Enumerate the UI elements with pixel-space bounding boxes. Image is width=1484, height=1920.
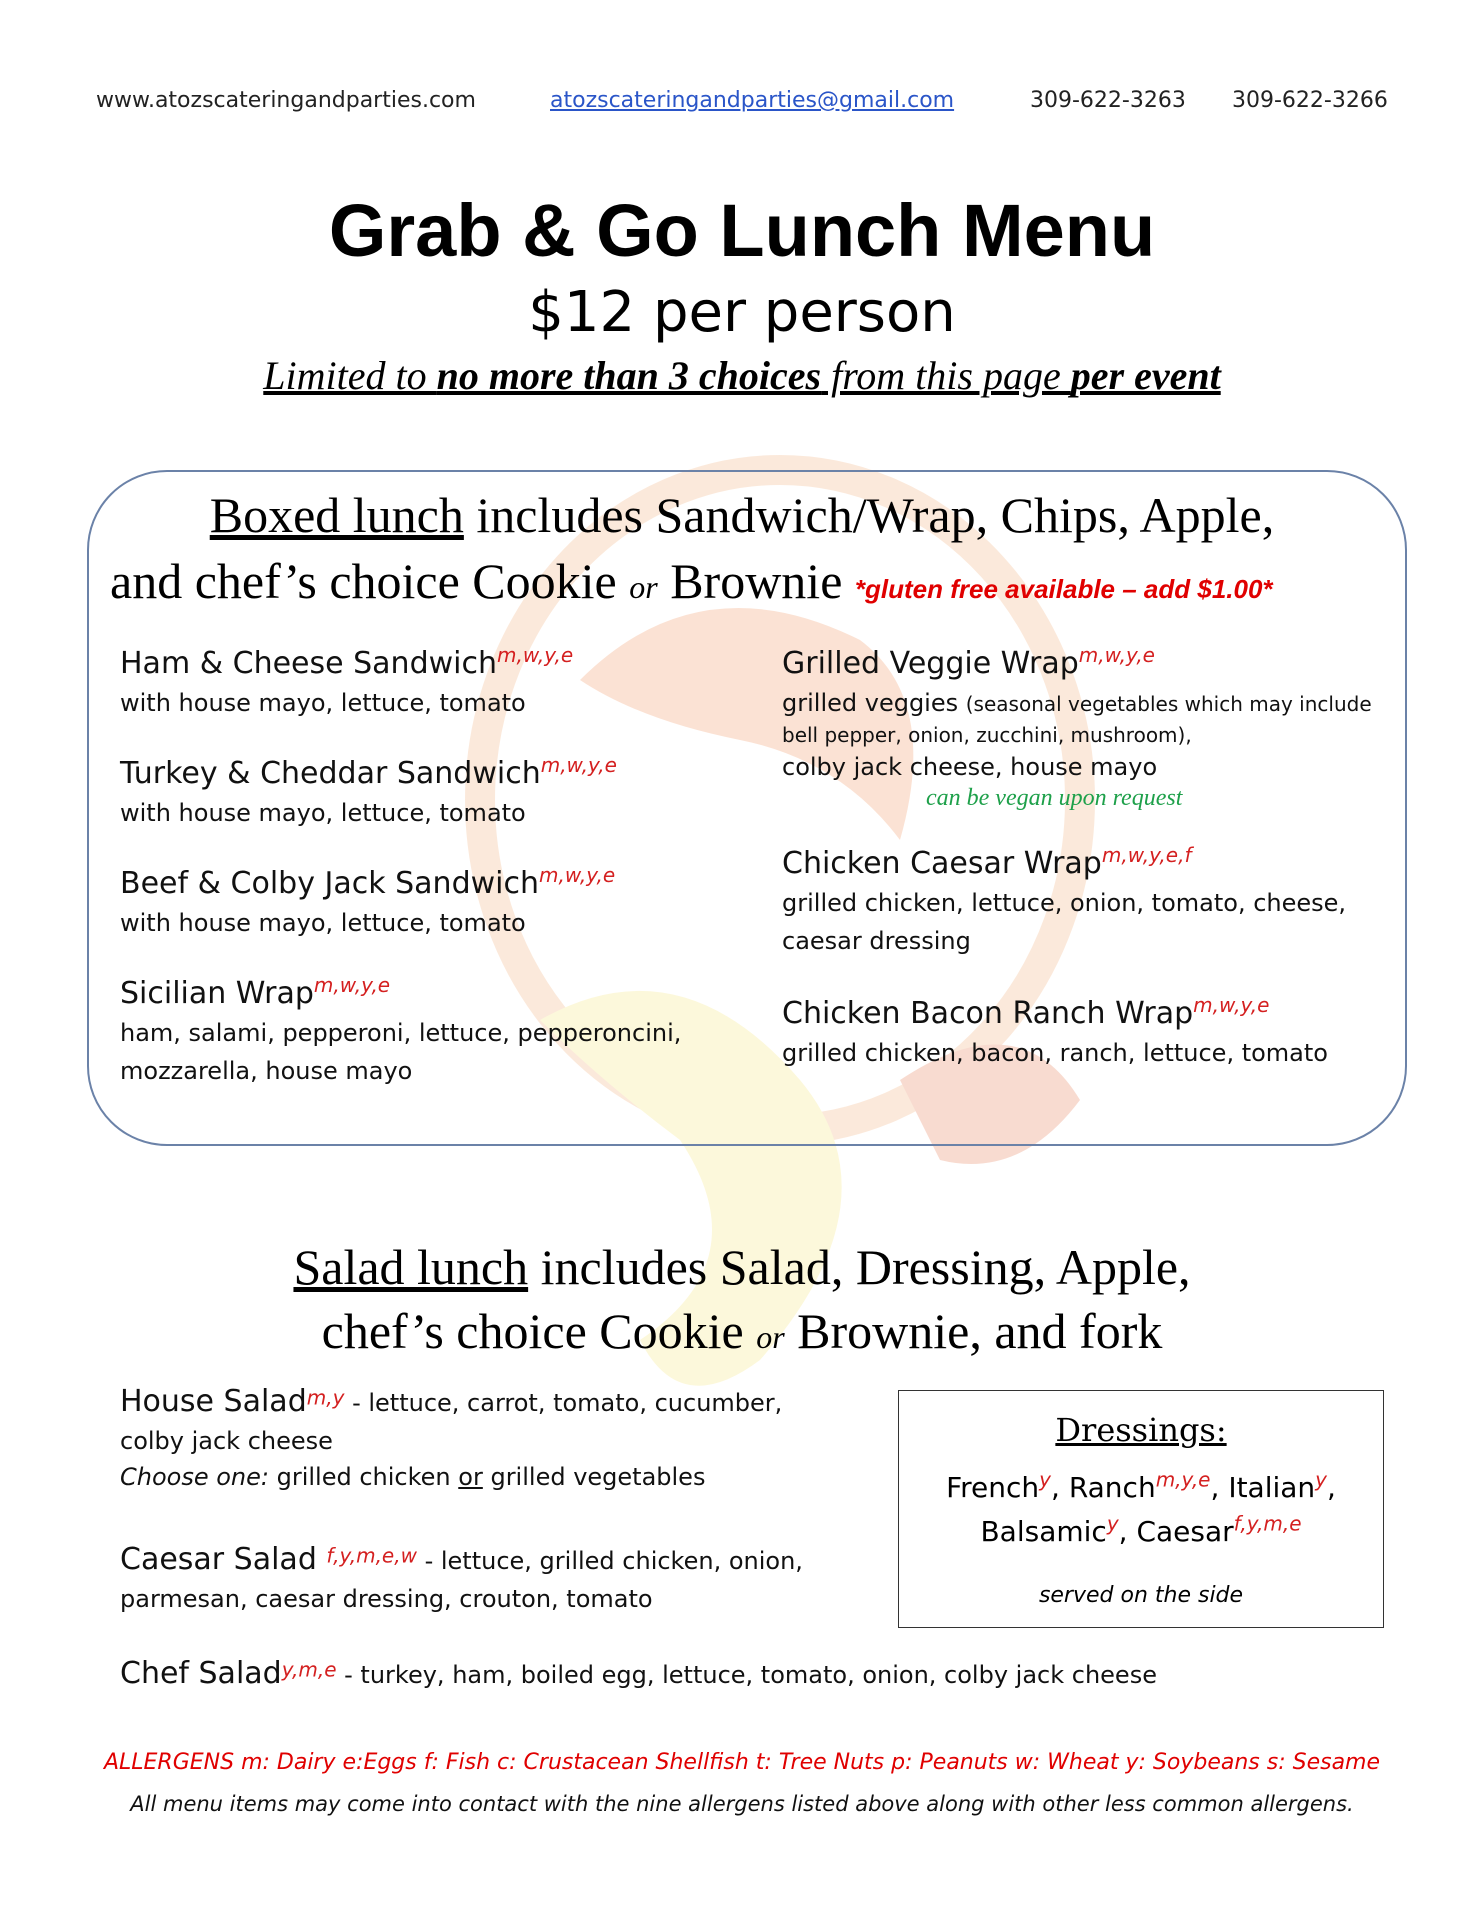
- item-desc-2: bell pepper, onion, zucchini, mushroom),: [782, 723, 1192, 747]
- allergen-codes: m,w,y,e: [1193, 993, 1270, 1017]
- salad-heading-line-2: [0, 1302, 1484, 1360]
- allergen-contact-note: All menu items may come into contact with the nine allergens listed above along with other less common allergens.: [130, 1792, 1354, 1816]
- item-desc-2: caesar dressing: [782, 927, 971, 955]
- item-name: Chicken Caesar Wrap: [782, 846, 1102, 881]
- allergen-codes: m,w,y,e,f: [1101, 843, 1192, 867]
- salad-heading-line-1: [0, 1238, 1484, 1296]
- item-name: Grilled Veggie Wrap: [782, 646, 1079, 681]
- item-name: Ham & Cheese Sandwich: [120, 646, 497, 681]
- limit-part-4: per event: [1070, 353, 1221, 398]
- allergen-codes: y: [1315, 1467, 1328, 1492]
- menu-item-chicken-caesar-wrap: [782, 843, 1347, 955]
- salad-heading-2b: Brownie, and fork: [784, 1303, 1163, 1359]
- item-name: Caesar Salad: [120, 1542, 327, 1577]
- item-desc-2: parmesan, caesar dressing, crouton, tomato: [120, 1585, 653, 1613]
- boxed-heading-underlined: Boxed lunch: [209, 487, 464, 543]
- item-name: Chef Salad: [120, 1656, 282, 1691]
- item-desc-1a: grilled veggies: [782, 689, 966, 717]
- item-desc-1: ham, salami, pepperoni, lettuce, pepperoncini,: [120, 1019, 682, 1047]
- email-link[interactable]: [550, 88, 954, 113]
- item-desc-3: colby jack cheese, house mayo: [782, 753, 1158, 781]
- item-name: House Salad: [120, 1384, 307, 1419]
- menu-item-house-salad: [120, 1384, 782, 1491]
- allergen-codes: m,w,y,e: [497, 643, 574, 667]
- dressing-french: French: [946, 1471, 1040, 1504]
- item-name: Beef & Colby Jack Sandwich: [120, 866, 539, 901]
- limit-part-1: Limited to: [263, 353, 437, 398]
- boxed-heading-or: or: [629, 569, 658, 605]
- boxed-heading-2b: Brownie: [657, 553, 855, 609]
- allergen-codes: y: [1039, 1467, 1051, 1492]
- choose-label: Choose one:: [120, 1463, 269, 1491]
- allergen-codes: m,w,y,e: [313, 973, 391, 997]
- vegan-note: can be vegan upon request: [926, 785, 1183, 811]
- item-name: Chicken Bacon Ranch Wrap: [782, 996, 1194, 1031]
- allergen-codes: f,y,m,e,w: [326, 1543, 417, 1568]
- item-desc: with house mayo, lettuce, tomato: [120, 909, 526, 937]
- item-desc-1: - lettuce, carrot, tomato, cucumber,: [344, 1389, 783, 1417]
- item-desc: with house mayo, lettuce, tomato: [120, 799, 526, 827]
- choose-b: grilled vegetables: [482, 1463, 706, 1491]
- allergen-codes: m,y,e: [1155, 1467, 1211, 1492]
- dressings-note: served on the side: [1038, 1583, 1244, 1608]
- item-name: Sicilian Wrap: [120, 976, 314, 1011]
- boxed-heading-line-2: [110, 552, 1273, 610]
- limit-part-3: from this page: [821, 353, 1071, 398]
- allergens-legend: ALLERGENS m: Dairy e:Eggs f: Fish c: Crustacean Shellfish t: Tree Nuts p: Peanuts w: Wheat y: Soybeans s: Sesame: [103, 1750, 1381, 1775]
- item-desc-1b: (seasonal vegetables which may include: [965, 692, 1372, 716]
- menu-item-chef-salad: [120, 1656, 1157, 1691]
- gluten-free-note: *gluten free available – add $1.00*: [854, 574, 1273, 604]
- menu-item-turkey-cheddar: [120, 753, 617, 827]
- menu-item-caesar-salad: [120, 1542, 803, 1613]
- item-desc-1: - lettuce, grilled chicken, onion,: [416, 1547, 803, 1575]
- dressings-title: Dressings:: [1055, 1411, 1227, 1449]
- allergen-codes: m,w,y,e: [539, 863, 616, 887]
- allergen-codes: m,w,y,e: [540, 753, 617, 777]
- item-desc: with house mayo, lettuce, tomato: [120, 689, 526, 717]
- dressing-balsamic: Balsamic: [980, 1515, 1107, 1548]
- item-desc: grilled chicken, bacon, ranch, lettuce, tomato: [782, 1039, 1328, 1067]
- salad-heading-rest: includes Salad, Dressing, Apple,: [528, 1239, 1191, 1295]
- salad-heading-underlined: Salad lunch: [293, 1239, 529, 1295]
- menu-item-grilled-veggie-wrap: [782, 643, 1372, 812]
- boxed-heading-rest: includes Sandwich/Wrap, Chips, Apple,: [463, 487, 1275, 543]
- menu-item-sicilian-wrap: [120, 973, 682, 1085]
- dressing-italian: Italian: [1228, 1471, 1316, 1504]
- item-desc-2: colby jack cheese: [120, 1427, 333, 1455]
- boxed-heading-line-1: [0, 486, 1484, 544]
- website-text: www.atozscateringandparties.com: [96, 88, 476, 113]
- dressing-ranch: Ranch: [1068, 1471, 1156, 1504]
- menu-item-ham-cheese: [120, 643, 574, 717]
- phone-2: 309-622-3266: [1232, 88, 1388, 113]
- page-title: Grab & Go Lunch Menu: [328, 189, 1156, 272]
- allergen-codes: m,w,y,e: [1078, 643, 1155, 667]
- menu-item-chicken-bacon-ranch-wrap: [782, 993, 1328, 1067]
- item-desc-1: grilled chicken, lettuce, onion, tomato, cheese,: [782, 889, 1347, 917]
- dressings-line-2: Balsamic$^y$, Caesar$^{f,y,m,e}$: [980, 1511, 1302, 1548]
- allergen-codes: y: [1106, 1511, 1119, 1536]
- dressing-caesar: Caesar: [1136, 1515, 1234, 1548]
- salad-heading-or: or: [756, 1319, 785, 1355]
- dressings-line-1: French$^y$, Ranch$^{m,y,e}$, Italian$^y$,: [946, 1467, 1336, 1504]
- limit-part-2: no more than 3 choices: [436, 353, 822, 398]
- boxed-heading-2a: and chef’s choice Cookie: [110, 553, 630, 609]
- salad-heading-2a: chef’s choice Cookie: [321, 1303, 757, 1359]
- item-name: Turkey & Cheddar Sandwich: [120, 756, 541, 791]
- choose-a: grilled chicken: [268, 1463, 459, 1491]
- limit-text: [0, 352, 1484, 399]
- allergen-codes: y,m,e: [281, 1657, 337, 1682]
- dressings-box: [898, 1390, 1384, 1628]
- item-desc: - turkey, ham, boiled egg, lettuce, tomato, onion, colby jack cheese: [336, 1661, 1157, 1689]
- phone-1: 309-622-3263: [1030, 88, 1186, 113]
- choose-or: or: [458, 1463, 483, 1491]
- email-link-text[interactable]: atozscateringandparties@gmail.com: [550, 88, 955, 113]
- allergen-codes: f,y,m,e: [1233, 1511, 1302, 1536]
- allergen-codes: m,y: [306, 1385, 345, 1410]
- price-text: $12 per person: [528, 280, 956, 345]
- menu-item-beef-colby: [120, 863, 616, 937]
- item-desc-2: mozzarella, house mayo: [120, 1057, 413, 1085]
